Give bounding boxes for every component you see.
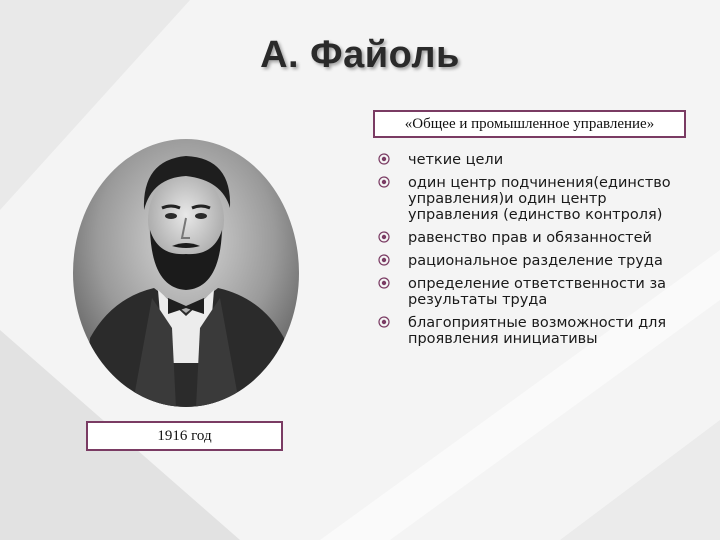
list-item	[378, 253, 698, 269]
list-item-text: рациональное разделение труда	[408, 253, 663, 269]
circled-dot-icon	[378, 231, 390, 243]
circled-dot-icon	[378, 153, 390, 165]
list-item-text: один центр подчинения(единство управления)и один центр управления (единство контроля)	[408, 175, 671, 223]
list-item	[378, 175, 698, 223]
list-item-text: четкие цели	[408, 152, 504, 168]
list-item	[378, 230, 698, 246]
list-item-text: определение ответственности за результаты труда	[408, 276, 667, 308]
list-item-text: благоприятные возможности для проявления инициативы	[408, 315, 667, 347]
circled-dot-icon	[378, 316, 390, 328]
slide-title: А. Файоль	[260, 34, 460, 76]
book-title-box: «Общее и промышленное управление»	[373, 110, 686, 138]
circled-dot-icon	[378, 254, 390, 266]
list-item	[378, 152, 698, 168]
circled-dot-icon	[378, 176, 390, 188]
circled-dot-icon	[378, 277, 390, 289]
list-item-text: равенство прав и обязанностей	[408, 230, 652, 246]
year-label-box: 1916 год	[86, 421, 283, 451]
list-item	[378, 315, 698, 347]
list-item	[378, 276, 698, 308]
principles-list	[378, 152, 698, 354]
portrait-photo	[72, 138, 300, 408]
